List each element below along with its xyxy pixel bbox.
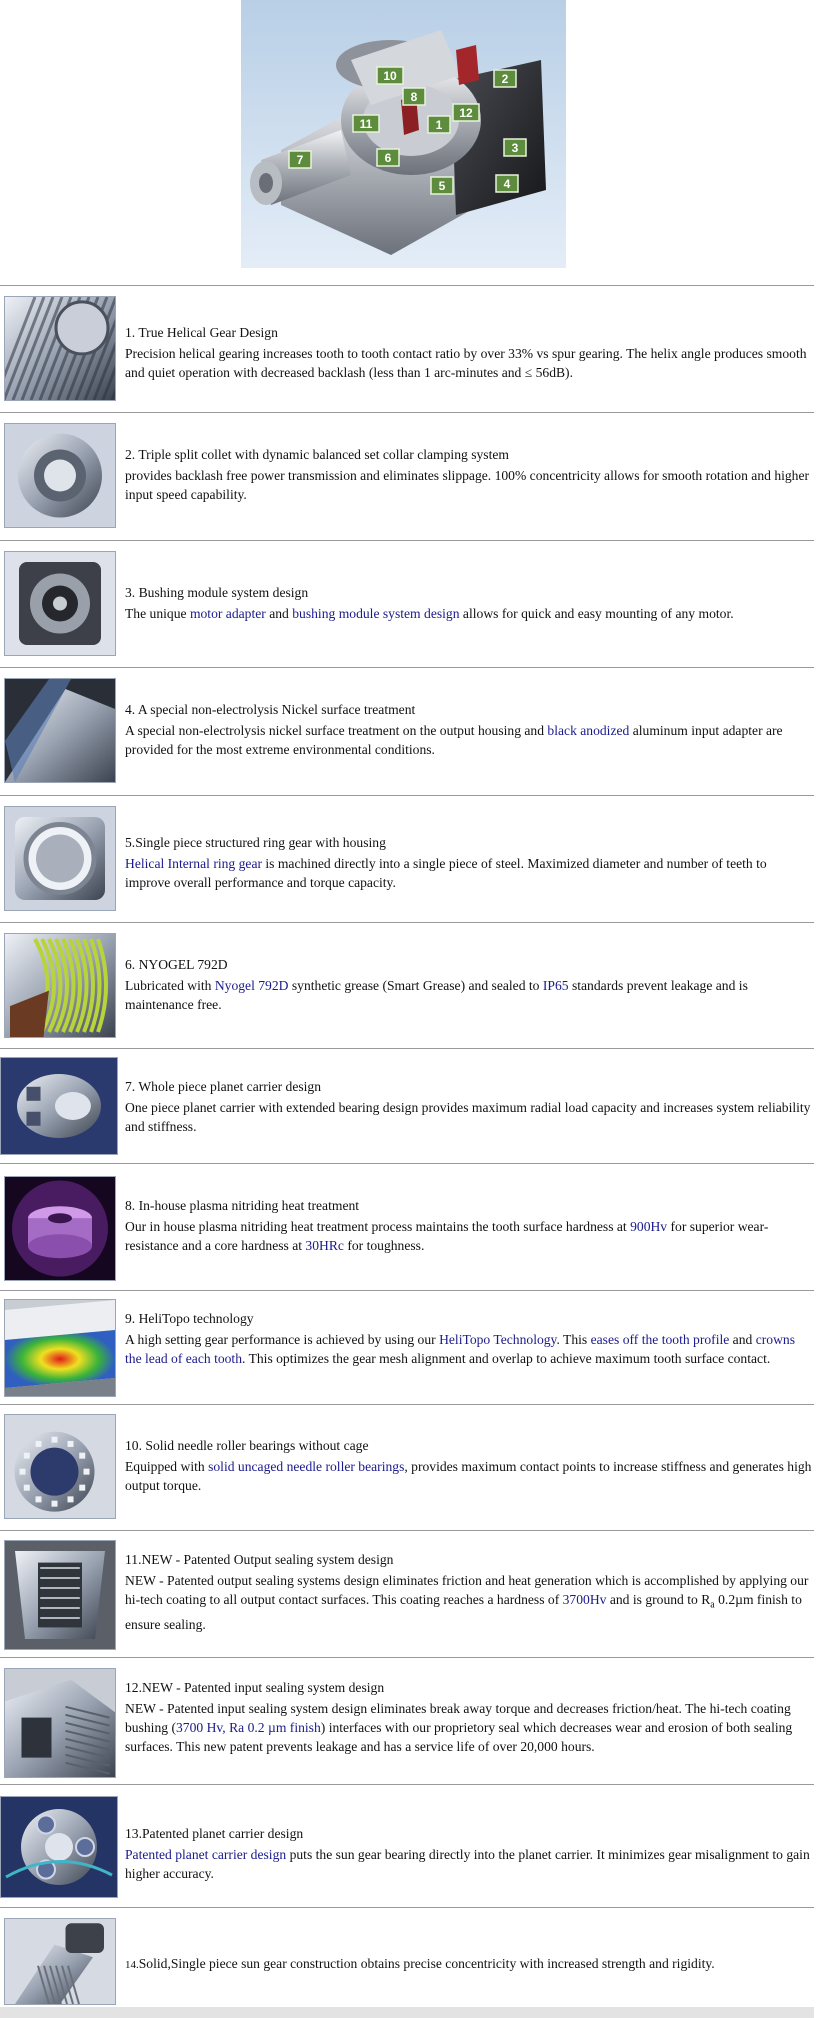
subscript-text: a <box>710 1599 715 1611</box>
svg-text:11: 11 <box>359 117 373 131</box>
feature-description <box>125 346 807 380</box>
separator-line <box>0 795 814 796</box>
callout-6 <box>377 149 399 166</box>
description-text: A special non-electrolysis nickel surface treatment on the output housing and <box>125 723 548 738</box>
output-seal-thumbnail <box>4 1540 116 1650</box>
feature-item-7 <box>0 1057 814 1153</box>
description-text: . This optimizes the gear mesh alignment and overlap to achieve maximum tooth surface contact. <box>242 1351 771 1366</box>
input-seal-thumbnail <box>4 1668 116 1778</box>
feature-description <box>125 1701 792 1754</box>
feature-link[interactable]: eases off the tooth profile <box>590 1332 730 1347</box>
description-text: NEW - Patented output sealing systems design eliminates friction and heat generation which is accomplished by applying our hi-tech coating to all output contact surfaces. This coating reaches a hardness of <box>125 1573 809 1607</box>
description-text: ) interfaces with our proprietory seal which decreases wear and erosion of both sealing surfaces. This new patent prevents leakage and has a service life of over 20,000 hours. <box>125 1720 793 1754</box>
svg-text:7: 7 <box>296 153 304 167</box>
description-text: One piece planet carrier with extended bearing design provides maximum radial load capacity and increases system reliability and stiffness. <box>125 1100 811 1134</box>
description-text: and <box>265 606 293 621</box>
feature-title: 8. In-house plasma nitriding heat treatment <box>125 1198 360 1213</box>
description-text: aluminum input adapter are provided for the most extreme environmental conditions. <box>125 723 783 757</box>
feature-item-3 <box>0 551 814 654</box>
svg-text:10: 10 <box>383 69 397 83</box>
feature-link[interactable]: 3700Hv <box>562 1592 607 1607</box>
feature-title: 2. Triple split collet with dynamic balanced set collar clamping system <box>125 447 509 462</box>
separator-line <box>0 285 814 286</box>
feature-link[interactable]: 30HRc <box>305 1238 344 1253</box>
feature-item-13 <box>0 1796 814 1896</box>
feature-title: 12.NEW - Patented input sealing system design <box>125 1680 385 1695</box>
svg-text:4: 4 <box>503 177 511 191</box>
feature-title: 10. Solid needle roller bearings without cage <box>125 1438 369 1453</box>
feature-description <box>125 468 809 502</box>
feature-item-6 <box>0 933 814 1036</box>
description-text: The unique <box>125 606 190 621</box>
planet-carrier-thumbnail <box>0 1057 118 1155</box>
callout-3 <box>504 139 526 156</box>
feature-title: 3. Bushing module system design <box>125 585 309 600</box>
gearbox-cutaway-image <box>241 0 566 268</box>
svg-text:5: 5 <box>438 179 446 193</box>
separator-line <box>0 412 814 413</box>
description-text: A high setting gear performance is achieved by using our <box>125 1332 440 1347</box>
bushing-module-thumbnail <box>4 551 116 656</box>
patented-carrier-thumbnail <box>0 1796 118 1898</box>
feature-link[interactable]: bushing module system design <box>292 606 460 621</box>
separator-line <box>0 667 814 668</box>
feature-item-8 <box>0 1176 814 1279</box>
feature-title: 11.NEW - Patented Output sealing system design <box>125 1552 394 1567</box>
svg-text:1: 1 <box>435 118 443 132</box>
feature-link[interactable]: Nyogel 792D <box>214 978 289 993</box>
separator-line <box>0 540 814 541</box>
description-text: . This <box>556 1332 591 1347</box>
separator-line <box>0 1163 814 1164</box>
feature-item-11 <box>0 1540 814 1648</box>
callout-1 <box>428 116 450 133</box>
description-text: and <box>729 1332 756 1347</box>
separator-line <box>0 1657 814 1658</box>
svg-text:12: 12 <box>459 106 473 120</box>
separator-line <box>0 1290 814 1291</box>
description-text: allows for quick and easy mounting of any motor. <box>459 606 734 621</box>
description-text: provides backlash free power transmission and eliminates slippage. 100% concentricity allows for smooth rotation and higher input speed capability. <box>125 468 810 502</box>
feature-description <box>125 978 748 1012</box>
separator-line <box>0 1048 814 1049</box>
svg-text:6: 6 <box>384 151 392 165</box>
feature-link[interactable]: 900Hv <box>630 1219 668 1234</box>
feature-link[interactable]: motor adapter <box>189 606 266 621</box>
description-text: Lubricated with <box>125 978 215 993</box>
nickel-treatment-thumbnail <box>4 678 116 783</box>
feature-link[interactable]: Helical Internal ring gear <box>125 856 262 871</box>
feature-description <box>125 606 734 621</box>
feature-number: 14. <box>125 1959 139 1971</box>
description-text: Our in house plasma nitriding heat treatment process maintains the tooth surface hardness at <box>125 1219 631 1234</box>
svg-text:3: 3 <box>511 141 519 155</box>
sun-gear-thumbnail <box>4 1918 116 2005</box>
description-text: for superior wear-resistance and a core hardness at <box>125 1219 769 1253</box>
separator-line <box>0 1530 814 1531</box>
feature-link[interactable]: crowns the lead of each tooth <box>125 1332 795 1366</box>
description-text: standards prevent leakage and is maintenance free. <box>125 978 748 1012</box>
feature-item-10 <box>0 1414 814 1517</box>
feature-link[interactable]: HeliTopo Technology <box>439 1332 557 1347</box>
feature-link[interactable]: Patented planet carrier design <box>125 1847 287 1862</box>
ring-gear-thumbnail <box>4 806 116 911</box>
description-text: , provides maximum contact points to increase stiffness and generates high output torque. <box>125 1459 812 1493</box>
description-text: Solid,Single piece sun gear construction obtains precise concentricity with increased strength and rigidity. <box>138 1956 715 1971</box>
feature-link[interactable]: IP65 <box>542 978 569 993</box>
feature-description <box>125 1573 808 1632</box>
feature-link[interactable]: black anodized <box>547 723 630 738</box>
callout-2 <box>494 70 516 87</box>
feature-title: 6. NYOGEL 792D <box>125 957 228 972</box>
separator-line <box>0 1907 814 1908</box>
feature-item-4 <box>0 678 814 781</box>
callout-11 <box>353 115 379 132</box>
description-text: Equipped with <box>125 1459 209 1474</box>
feature-title: 13.Patented planet carrier design <box>125 1826 304 1841</box>
separator-line <box>0 1404 814 1405</box>
feature-description <box>125 1847 810 1881</box>
feature-description <box>125 1332 795 1366</box>
description-text: NEW - Patented input sealing system design eliminates break away torque and decreases friction/heat. The hi-tech coating bushing ( <box>125 1701 791 1735</box>
description-text: synthetic grease (Smart Grease) and sealed to <box>288 978 543 993</box>
page-footer-bar <box>0 2007 814 2018</box>
feature-description <box>125 1100 810 1134</box>
svg-text:8: 8 <box>410 90 418 104</box>
callout-4 <box>496 175 518 192</box>
description-text: is machined directly into a single piece of steel. Maximized diameter and number of teeth to improve overall performance and torque capacity. <box>125 856 767 890</box>
feature-title: 5.Single piece structured ring gear with housing <box>125 835 386 850</box>
feature-item-2 <box>0 423 814 526</box>
feature-description <box>125 856 767 890</box>
feature-item-9 <box>0 1299 814 1395</box>
callout-7 <box>289 151 311 168</box>
feature-link[interactable]: solid uncaged needle roller bearings <box>208 1459 405 1474</box>
helitopo-thumbnail <box>4 1299 116 1397</box>
callout-5 <box>431 177 453 194</box>
feature-title: 9. HeliTopo technology <box>125 1311 254 1326</box>
description-text: puts the sun gear bearing directly into the planet carrier. It minimizes gear misalignment to gain higher accuracy. <box>125 1847 810 1881</box>
nyogel-grease-thumbnail <box>4 933 116 1038</box>
feature-title: 4. A special non-electrolysis Nickel surface treatment <box>125 702 416 717</box>
description-text: 0.2µm finish to ensure sealing. <box>125 1592 802 1632</box>
feature-description <box>125 1459 811 1493</box>
feature-item-12 <box>0 1668 814 1776</box>
plasma-nitriding-thumbnail <box>4 1176 116 1281</box>
description-text: and is ground to R <box>606 1592 711 1607</box>
needle-bearing-thumbnail <box>4 1414 116 1519</box>
feature-description <box>125 1219 768 1253</box>
feature-link[interactable]: 3700 Hv, Ra 0.2 µm finish <box>175 1720 321 1735</box>
separator-line <box>0 1784 814 1785</box>
feature-description <box>125 1956 715 1971</box>
feature-item-1 <box>0 296 814 399</box>
feature-description <box>125 723 783 757</box>
callout-10 <box>377 67 403 84</box>
separator-line <box>0 922 814 923</box>
svg-text:2: 2 <box>501 72 509 86</box>
feature-item-14 <box>0 1918 814 2003</box>
description-text: Precision helical gearing increases tooth to tooth contact ratio by over 33% vs spur gearing. The helix angle produces smooth and quiet operation with decreased backlash (less than 1 arc-minutes and ≤ 56dB). <box>125 346 807 380</box>
callout-8 <box>403 88 425 105</box>
feature-title: 1. True Helical Gear Design <box>125 325 278 340</box>
description-text: for toughness. <box>343 1238 425 1253</box>
helical-gear-thumbnail <box>4 296 116 401</box>
feature-title: 7. Whole piece planet carrier design <box>125 1079 322 1094</box>
callout-12 <box>453 104 479 121</box>
feature-item-5 <box>0 806 814 909</box>
collet-clamping-thumbnail <box>4 423 116 528</box>
